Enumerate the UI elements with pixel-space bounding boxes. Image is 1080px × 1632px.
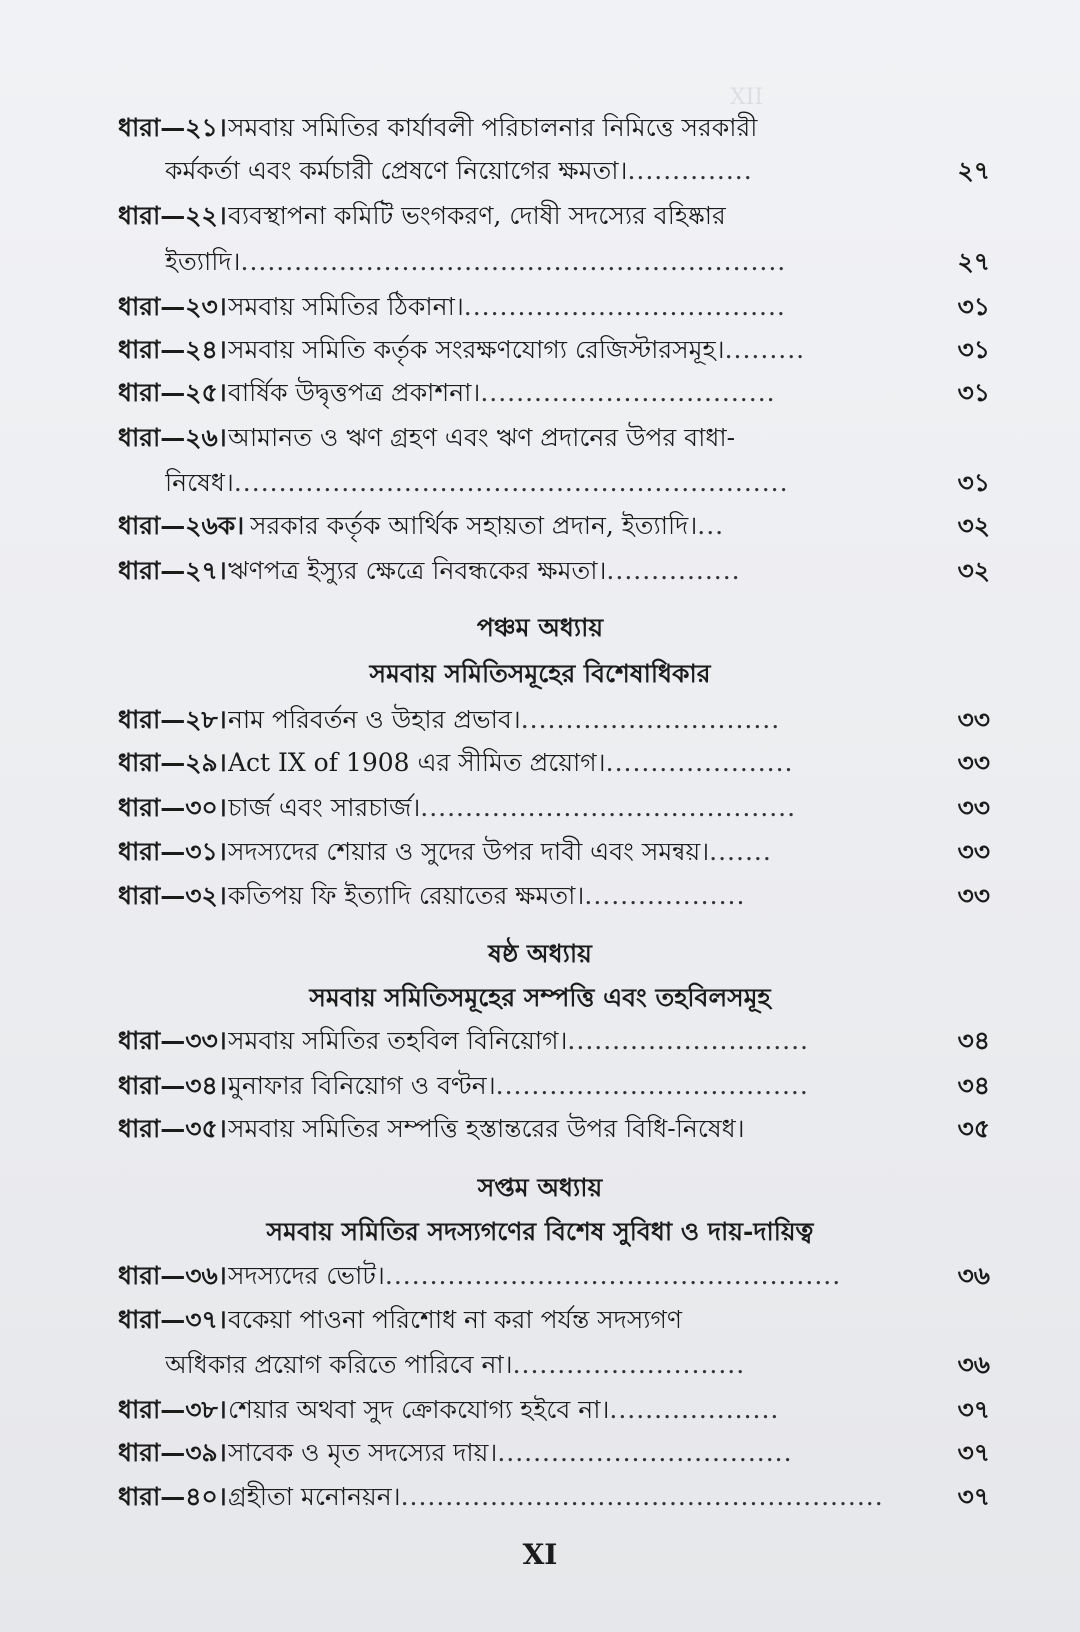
entry-title: Act IX of 1908 এর সীমিত প্রয়োগ।: [228, 748, 606, 777]
chapter-subject-text: সমবায় সমিতির সদস্যগণের বিশেষ সুবিধা ও দায়-দায়িত্ব: [266, 1217, 814, 1246]
chapter-number: ষষ্ঠ অধ্যায়: [488, 939, 592, 968]
bleed-through-ghost: XII: [730, 85, 764, 110]
toc-entry[interactable]: [0, 418, 1080, 458]
section-number: ধারা—২৪।: [118, 335, 227, 364]
chapter-title: [0, 608, 1080, 648]
entry-title: সমবায় সমিতির তহবিল বিনিয়োগ।: [228, 1026, 568, 1055]
entry-title: কতিপয় ফি ইত্যাদি রেয়াতের ক্ষমতা।: [228, 881, 585, 910]
section-number: ধারা—২৫।: [118, 378, 227, 407]
entry-title: সদস্যদের শেয়ার ও সুদের উপর দাবী এবং সমন্বয়।: [228, 837, 710, 866]
section-number: ধারা—২৬ক।: [118, 511, 245, 540]
section-number: ধারা—৩৬।: [118, 1261, 227, 1290]
section-number: ধারা—৩১।: [118, 837, 227, 866]
chapter-number: পঞ্চম অধ্যায়: [476, 613, 604, 642]
entry-title: আমানত ও ঋণ গ্রহণ এবং ঋণ প্রদানের উপর বাধা-: [228, 423, 736, 452]
leader-dots: .........: [724, 335, 806, 364]
entry-title: ঋণপত্র ইস্যুর ক্ষেত্রে নিবন্ধকের ক্ষমতা।: [228, 556, 607, 585]
leader-dots: ..............................................................: [233, 468, 789, 497]
toc-entry[interactable]: [0, 1390, 1080, 1430]
section-number: ধারা—৩৪।: [118, 1071, 227, 1100]
chapter-title: [0, 1168, 1080, 1208]
section-number: ধারা—২৬।: [118, 423, 227, 452]
page-number: ৩৪: [957, 1026, 990, 1055]
leader-dots: ...................................................: [384, 1261, 842, 1290]
toc-entry[interactable]: [0, 876, 1080, 916]
toc-entry-continuation[interactable]: [0, 151, 1080, 191]
section-number: ধারা—৩০।: [118, 793, 227, 822]
page-number: ৩৩: [957, 837, 990, 866]
section-number: ধারা—৩৮।: [118, 1395, 227, 1424]
toc-entry-continuation[interactable]: [0, 463, 1080, 503]
page-number: ৩৩: [957, 748, 990, 777]
page-number: ৩৭: [957, 1482, 990, 1511]
leader-dots: ..............: [627, 156, 753, 185]
leader-dots: .............................: [520, 705, 781, 734]
toc-entry[interactable]: [0, 1300, 1080, 1340]
entry-title: শেয়ার অথবা সুদ ক্রোকযোগ্য হইবে না।: [228, 1395, 610, 1424]
page-number: ৩২: [957, 511, 990, 540]
page-number: ৩১: [957, 468, 990, 497]
page-number: ৩৭: [957, 1438, 990, 1467]
entry-title: সমবায় সমিতির কার্যাবলী পরিচালনার নিমিত্তে সরকারী: [228, 113, 758, 142]
entry-title: ইত্যাদি।: [165, 247, 241, 276]
entry-title: সাবেক ও মৃত সদস্যের দায়।: [228, 1438, 498, 1467]
entry-title: চার্জ এবং সারচার্জ।: [228, 793, 421, 822]
entry-title: সমবায় সমিতি কর্তৃক সংরক্ষণযোগ্য রেজিস্টারসমূহ।: [228, 335, 725, 364]
toc-entry-continuation[interactable]: [0, 242, 1080, 282]
leader-dots: ...................................: [495, 1071, 809, 1100]
page-number: ২৭: [957, 247, 990, 276]
leader-dots: ....................................: [463, 292, 786, 321]
section-number: ধারা—২৩।: [118, 292, 227, 321]
chapter-subject: [0, 978, 1080, 1018]
entry-title: গ্রহীতা মনোনয়ন।: [228, 1482, 401, 1511]
section-number: ধারা—৩৯।: [118, 1438, 227, 1467]
toc-entry[interactable]: [0, 1021, 1080, 1061]
page-number: ৩৬: [957, 1350, 990, 1379]
page-number: ৩৫: [957, 1114, 990, 1143]
leader-dots: .................................: [497, 1438, 793, 1467]
entry-title: সমবায় সমিতির সম্পত্তি হস্তান্তরের উপর বিধি-নিষেধ।: [228, 1114, 745, 1143]
page-number: ২৭: [957, 156, 990, 185]
toc-entry[interactable]: [0, 1433, 1080, 1473]
section-number: ধারা—২৭।: [118, 556, 227, 585]
entry-title: মুনাফার বিনিয়োগ ও বণ্টন।: [228, 1071, 496, 1100]
page-number: ৩৩: [957, 793, 990, 822]
section-number: ধারা—৪০।: [118, 1482, 227, 1511]
chapter-number: সপ্তম অধ্যায়: [477, 1173, 603, 1202]
toc-entry[interactable]: [0, 832, 1080, 872]
toc-entry[interactable]: [0, 700, 1080, 740]
entry-title: ব্যবস্থাপনা কমিটি ভংগকরণ, দোষী সদস্যের বহিষ্কার: [228, 201, 726, 230]
leader-dots: ..........................: [512, 1350, 746, 1379]
section-number: ধারা—৩৭।: [118, 1305, 227, 1334]
section-number: ধারা—২৮।: [118, 705, 227, 734]
leader-dots: .....................: [605, 748, 794, 777]
leader-dots: .......: [709, 837, 772, 866]
page-number: ৩১: [957, 378, 990, 407]
page-number: ৩৪: [957, 1071, 990, 1100]
leader-dots: ...........................: [567, 1026, 809, 1055]
page-number: ৩১: [957, 292, 990, 321]
entry-title: সরকার কর্তৃক আর্থিক সহায়তা প্রদান, ইত্যাদি।: [250, 511, 698, 540]
toc-entry[interactable]: [0, 551, 1080, 591]
toc-entry[interactable]: [0, 1066, 1080, 1106]
section-number: ধারা—৩৩।: [118, 1026, 227, 1055]
section-number: ধারা—২১।: [118, 113, 227, 142]
page-footer-number: XI: [522, 1538, 558, 1571]
chapter-subject: [0, 654, 1080, 694]
page-number: ৩৩: [957, 705, 990, 734]
section-number: ধারা—২৯।: [118, 748, 227, 777]
toc-entry[interactable]: [0, 1256, 1080, 1296]
entry-title: বার্ষিক উদ্বৃত্তপত্র প্রকাশনা।: [228, 378, 481, 407]
leader-dots: ......................................................: [400, 1482, 884, 1511]
leader-dots: ...............: [606, 556, 741, 585]
page-number: ৩৭: [957, 1395, 990, 1424]
toc-entry[interactable]: [0, 108, 1080, 148]
page-number: ৩৩: [957, 881, 990, 910]
chapter-title: [0, 934, 1080, 974]
chapter-subject-text: সমবায় সমিতিসমূহের সম্পত্তি এবং তহবিলসমূহ: [309, 983, 771, 1012]
page-number: ৩৬: [957, 1261, 990, 1290]
entry-title: অধিকার প্রয়োগ করিতে পারিবে না।: [165, 1350, 513, 1379]
toc-entry[interactable]: [0, 743, 1080, 783]
section-number: ধারা—৩২।: [118, 881, 227, 910]
toc-entry-continuation[interactable]: [0, 1345, 1080, 1385]
entry-title: নিষেধ।: [165, 468, 234, 497]
toc-entry[interactable]: [0, 373, 1080, 413]
section-number: ধারা—৩৫।: [118, 1114, 227, 1143]
leader-dots: .................................: [480, 378, 776, 407]
page-number: ৩২: [957, 556, 990, 585]
page-number: ৩১: [957, 335, 990, 364]
entry-title: কর্মকর্তা এবং কর্মচারী প্রেষণে নিয়োগের ক্ষমতা।: [165, 156, 628, 185]
toc-entry[interactable]: [0, 1109, 1080, 1149]
toc-entry[interactable]: [0, 330, 1080, 370]
toc-entry[interactable]: [0, 1477, 1080, 1517]
leader-dots: .............................................................: [240, 247, 787, 276]
entry-title: সমবায় সমিতির ঠিকানা।: [228, 292, 464, 321]
toc-entry[interactable]: [0, 196, 1080, 236]
toc-entry[interactable]: [0, 287, 1080, 327]
toc-entry[interactable]: [0, 506, 1080, 546]
leader-dots: ...: [697, 511, 725, 540]
leader-dots: ...................: [609, 1395, 780, 1424]
leader-dots: ..................: [584, 881, 746, 910]
toc-entry[interactable]: [0, 788, 1080, 828]
chapter-subject-text: সমবায় সমিতিসমূহের বিশেষাধিকার: [369, 659, 711, 688]
entry-title: বকেয়া পাওনা পরিশোধ না করা পর্যন্ত সদস্যগণ: [228, 1305, 683, 1334]
chapter-subject: [0, 1212, 1080, 1252]
leader-dots: ..........................................: [420, 793, 797, 822]
entry-title: নাম পরিবর্তন ও উহার প্রভাব।: [228, 705, 521, 734]
entry-title: সদস্যদের ভোট।: [228, 1261, 385, 1290]
section-number: ধারা—২২।: [118, 201, 227, 230]
